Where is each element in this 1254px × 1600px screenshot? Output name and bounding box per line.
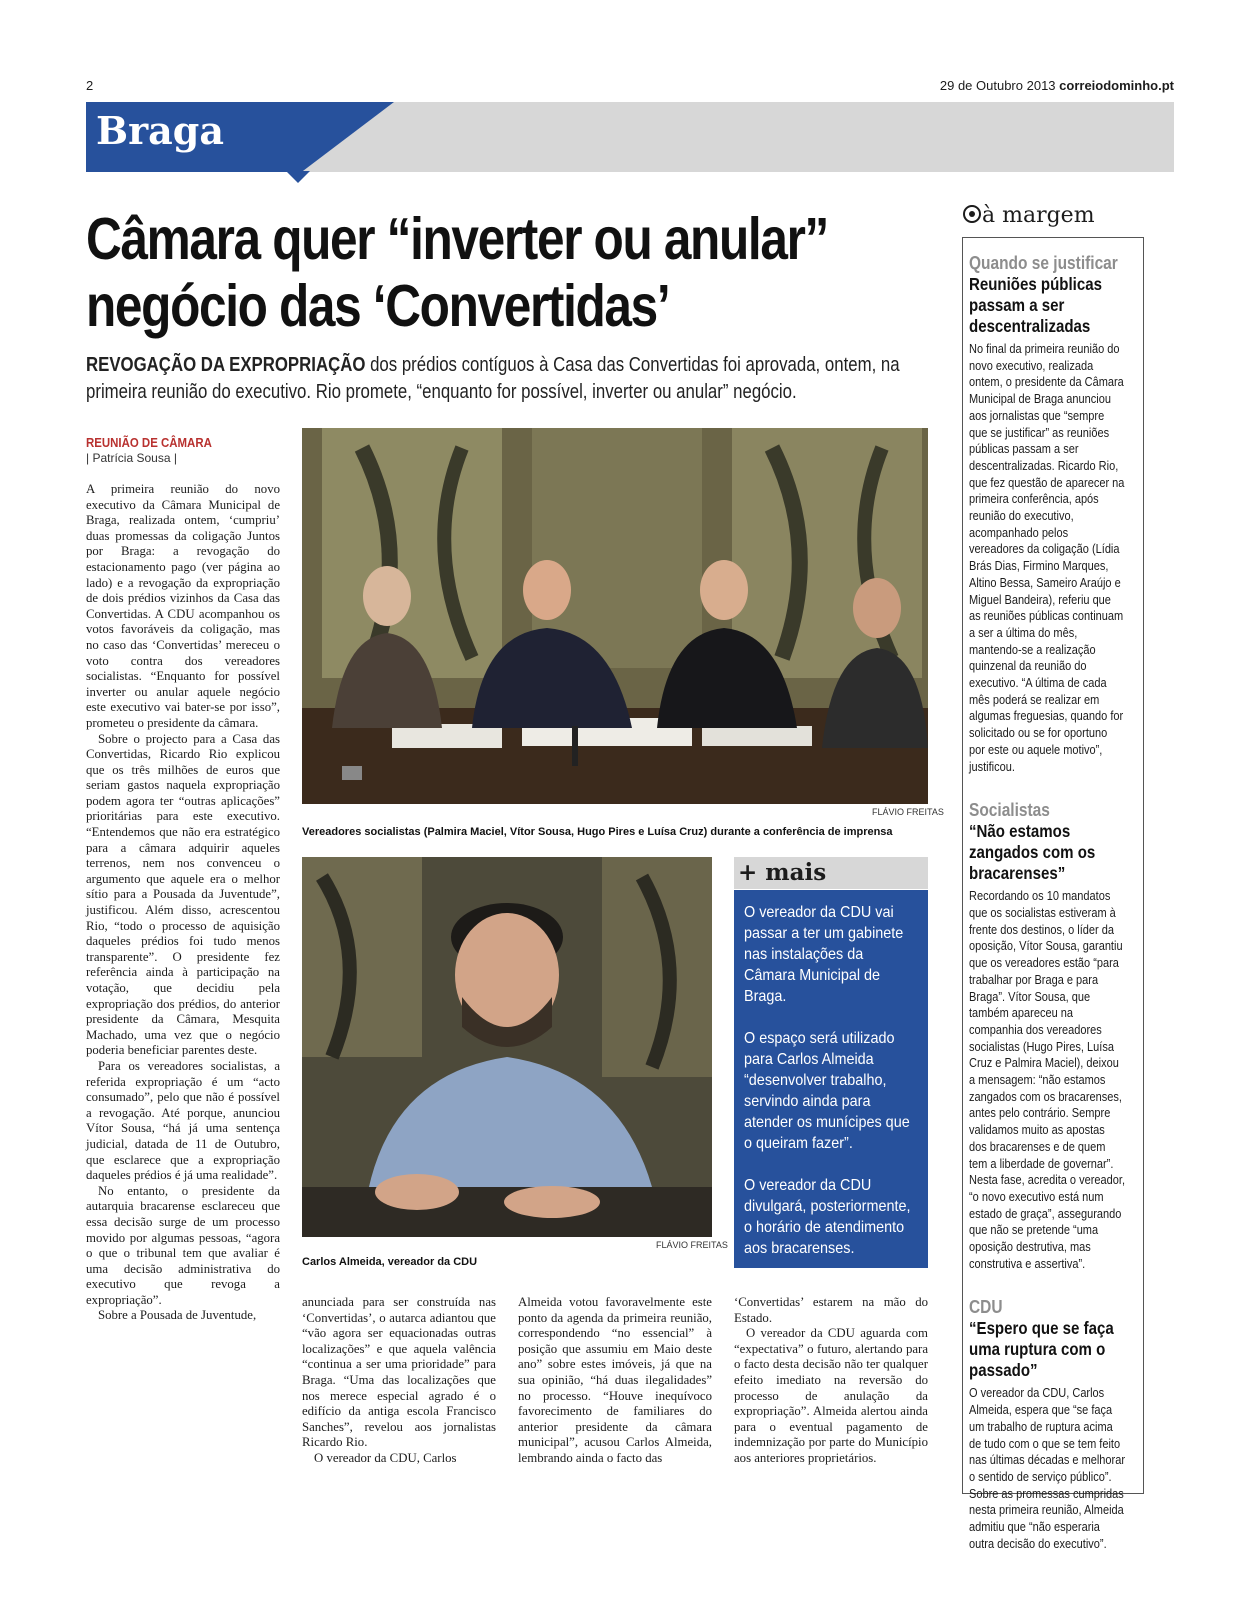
sidebar-item-label: CDU: [969, 1297, 1003, 1318]
press-conference-photo: [302, 428, 928, 804]
paragraph: Almeida votou favoravelmente este ponto da agenda da primeira reunião, correspondendo “no essencial” à posição que assumiu em Maio deste ano” sobre estes imóveis, já que na sua opinião, “há duas ilegalidades” no processo. “Houve inequívoco favorecimento de familiares do anterior presidente da câmara municipal”, acusou Carlos Almeida, lembrando ainda o facto das: [518, 1295, 712, 1465]
paragraph: Sobre a Pousada de Juventude,: [98, 1308, 257, 1323]
sidebar-title-text: à margem: [982, 203, 1095, 228]
sidebar-item-title: “Não estamos zangados com os bracarenses”: [969, 821, 1096, 884]
mais-box-header: [734, 857, 928, 889]
mais-paragraph: O espaço será utilizado para Carlos Almeida “desenvolver trabalho, servindo ainda para atender os munícipes que o queiram fazer”.: [744, 1030, 910, 1152]
article-kicker: REUNIÃO DE CÂMARA: [86, 435, 212, 450]
paragraph: O vereador da CDU, Carlos: [314, 1450, 457, 1465]
headline-line: negócio das ‘Convertidas’: [86, 273, 670, 339]
photo-credit: FLÁVIO FREITAS: [656, 1240, 728, 1250]
sidebar-item: [969, 1296, 1126, 1552]
sidebar-item-label: Socialistas: [969, 800, 1050, 821]
article-column-2: [302, 1295, 496, 1467]
photo-credit: FLÁVIO FREITAS: [872, 807, 944, 817]
page-number: 2: [86, 78, 94, 93]
paragraph: ‘Convertidas’ estarem na mão do Estado.: [734, 1295, 928, 1325]
article-byline: | Patrícia Sousa |: [86, 451, 177, 465]
mais-box: [734, 890, 928, 1268]
sidebar-item-title: Reuniões públicas passam a ser descentralizadas: [969, 274, 1102, 336]
portrait-photo: [302, 857, 712, 1237]
sidebar-title: [962, 203, 1095, 228]
mais-box-title: + mais: [738, 859, 827, 886]
paragraph: anunciada para ser construída nas ‘Convertidas’, o autarca adiantou que “vão agora ser equacionadas outras localizações” e que aquela valência “continua a ser uma prioridade” para Braga. “Uma das localizações que nos merece especial agrado é o edifício da antiga escola Francisco Sanches”, revelou aos jornalistas Ricardo Rio.: [302, 1295, 496, 1450]
paragraph: Para os vereadores socialistas, a referida expropriação é um “acto consumado”, pelo que não é possível a revogação. Até porque, anunciou Vítor Sousa, “há já uma sentença judicial, datada de 11 de Outubro, que esclarece que a expropriação daqueles prédios é já uma realidade”.: [86, 1058, 280, 1183]
article-column-4: [734, 1295, 928, 1467]
site-name: correiodominho.pt: [1059, 78, 1174, 93]
photo-caption: Vereadores socialistas (Palmira Maciel, Vítor Sousa, Hugo Pires e Luísa Cruz) durante a conferência de imprensa: [302, 826, 893, 838]
paragraph: Sobre o projecto para a Casa das Convertidas, Ricardo Rio explicou que os três milhões de euros que seriam gastos naquela expropriação podem agora ter “outras aplicações” prioritárias para este executivo. “Entendemos que não era estratégico para a câmara adquirir aqueles terrenos, nem nos convenceu o argumento que aquele era o melhor sítio para a Pousada da Juventude”, justificou. Além disso, acrescentou Rio, “todo o processo de aquisição daqueles prédios foi tudo menos transparente”. O presidente fez referência ainda à participação na votação, que decidiu pela expropriação dos prédios, do anterior presidente da Câmara, Mesquita Machado, uma vez que o negócio poderia beneficiar parentes deste.: [86, 731, 280, 1058]
standfirst-text: dos prédios contíguos à Casa das Convertidas foi aprovada, ontem, na primeira reunião do executivo. Rio promete, “enquanto for possível, inverter ou anular” negócio.: [86, 354, 900, 403]
sidebar-item-body: Recordando os 10 mandatos que os socialistas estiveram à frente dos destinos, o líder da oposição, Vítor Sousa, garantiu que os vereadores estão “para trabalhar por Braga e para Braga”. Vítor Sousa, que também apareceu na companhia dos vereadores socialistas (Hugo Pires, Luísa Cruz e Palmira Maciel), deixou a mensagem: “não estamos zangados com os bracarenses, antes pelo contrário. Sempre validamos muito as apostas dos bracarenses e de quem tem a liberdade de governar”. Nesta fase, acredita o vereador, “o novo executivo está num estado de graça”, assegurando que não se pretende “uma oposição destrutiva, mas construtiva e assertiva”.: [969, 888, 1126, 1271]
paragraph: A primeira reunião do novo executivo da Câmara Municipal de Braga, realizada ontem, ‘cumpriu’ duas promessas da coligação Juntos por Braga: a revogação do estacionamento pago (ver página ao lado) e a revogação da expropriação de dois prédios vizinhos da Casa das Convertidas. A CDU acompanhou os votos favoráveis da coligação, mas no caso das ‘Convertidas’ mereceu o voto contra dos vereadores socialistas. “Enquanto for possível inverter ou anular aquele negócio este executivo vai bater-se por isso”, prometeu o presidente da câmara.: [86, 482, 280, 730]
target-icon: [962, 204, 982, 224]
section-banner-notch: [286, 171, 310, 183]
sidebar-item-body: O vereador da CDU, Carlos Almeida, espera que “se faça um trabalho de ruptura acima de tudo com o que se tem feito nas últimas décadas e melhorar o sentido de serviço público”. Sobre as promessas cumpridas nesta primeira reunião, Almeida admitiu que “não esperaria outra decisão do executivo”.: [969, 1385, 1125, 1551]
sidebar-content: [969, 252, 1126, 1576]
mais-paragraph: O vereador da CDU vai passar a ter um gabinete nas instalações da Câmara Municipal de Braga.: [744, 904, 904, 1005]
standfirst: [86, 352, 926, 406]
mais-paragraph: O vereador da CDU divulgará, posteriormente, o horário de atendimento aos bracarenses.: [744, 1177, 911, 1257]
sidebar-item-label: Quando se justificar: [969, 253, 1118, 273]
section-title: Braga: [96, 108, 224, 153]
article-column-3: [518, 1295, 712, 1467]
issue-date: 29 de Outubro 2013: [939, 78, 1056, 93]
headline: [86, 206, 828, 340]
page-header: [86, 78, 1174, 96]
publication-info: [940, 78, 1174, 93]
sidebar-item: [969, 252, 1126, 775]
sidebar-item-body: No final da primeira reunião do novo executivo, realizada ontem, o presidente da Câmara Municipal de Braga anunciou aos jornalistas que “sempre que se justificar” as reuniões públicas passam a ser descentralizadas. Ricardo Rio, que fez questão de aparecer na primeira conferência, após reunião do executivo, acompanhado pelos vereadores da coligação (Lídia Brás Dias, Firmino Marques, Altino Bessa, Sameiro Araújo e Miguel Bandeira), referiu que as reuniões públicas continuam a ser a última do mês, mantendo-se a realização quinzenal da reunião do executivo. “A última de cada mês poderá se realizar em algumas freguesias, quando for solicitado ou se for oportuno por este ou aquele motivo”, justificou.: [969, 341, 1125, 774]
paragraph: No entanto, o presidente da autarquia bracarense esclareceu que essa decisão surge de um processo movido por algumas pessoas, “agora o que o tribunal tem que avaliar é uma decisão administrativa do executivo que revoga a expropriação”.: [86, 1183, 280, 1307]
standfirst-lead: REVOGAÇÃO DA EXPROPRIAÇÃO: [86, 354, 366, 376]
paragraph: O vereador da CDU aguarda com “expectativa” o futuro, alertando para o facto desta decisão não ter qualquer efeito imediato na reversão do processo de anulação da expropriação”. Almeida alertou ainda para o eventual pagamento de indemnização por parte do Município aos anteriores proprietários.: [734, 1326, 928, 1465]
article-column-1: [86, 482, 280, 1324]
sidebar-item-title: “Espero que se faça uma ruptura com o passado”: [969, 1318, 1114, 1381]
headline-line: Câmara quer “inverter ou anular”: [86, 206, 828, 272]
sidebar-item: [969, 799, 1126, 1272]
photo-caption: Carlos Almeida, vereador da CDU: [302, 1256, 478, 1268]
